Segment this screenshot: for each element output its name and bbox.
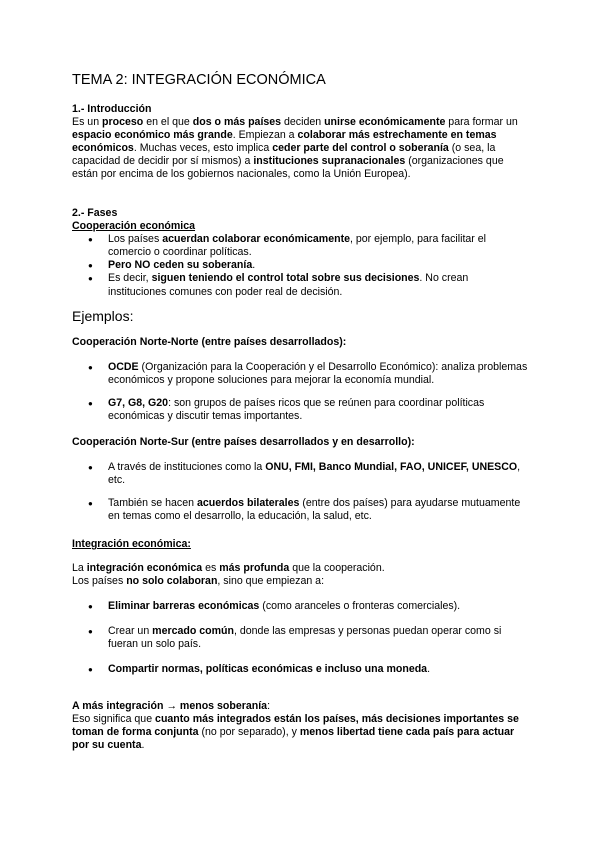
document-title: TEMA 2: INTEGRACIÓN ECONÓMICA (72, 72, 326, 88)
bold-text: no solo colaboran (126, 575, 218, 588)
text-run: . No crean instituciones comunes con poder real de decisión. (108, 272, 469, 298)
text-run: (no por separado), y (198, 726, 300, 739)
bold-text: G7, G8, G20 (108, 397, 169, 410)
bold-text: acuerdan colaborar económicamente (162, 233, 350, 246)
conclusion-section (72, 700, 528, 752)
fases-section (72, 207, 528, 299)
integracion-list (72, 600, 528, 676)
bullet-item (72, 272, 528, 298)
bullet-item (72, 461, 528, 487)
norte-norte-list (72, 361, 528, 423)
text-run: es (202, 562, 220, 574)
cooperacion-heading: Cooperación económica (72, 220, 196, 233)
integracion-title: Integración económica: (72, 538, 191, 550)
bold-text: dos o más países (192, 116, 282, 129)
bold-text: Pero NO ceden su soberanía (108, 259, 253, 272)
norte-sur-title: Cooperación Norte-Sur (entre países desarrollados y en desarrollo): (72, 436, 415, 448)
text-run: También se hacen (108, 497, 197, 510)
text-run: Es decir, (108, 272, 152, 285)
text-run: . (427, 663, 431, 676)
text-run: , donde las empresas y personas puedan operar como si fueran un solo país. (108, 625, 502, 651)
bold-text: ceder parte del control o soberanía (272, 142, 449, 155)
ejemplos-heading: Ejemplos: (72, 308, 134, 324)
integracion-intro (72, 562, 528, 588)
intro-heading: 1.- Introducción (72, 103, 152, 115)
norte-norte-heading (72, 336, 528, 349)
text-run: . (252, 259, 256, 272)
cooperacion-list (72, 233, 528, 298)
text-run: que la cooperación. (289, 562, 385, 574)
bullet-item (72, 233, 528, 259)
text-run: Es un (72, 116, 103, 129)
fases-heading: 2.- Fases (72, 207, 118, 219)
text-run: . Muchas veces, esto implica (133, 142, 273, 155)
text-run: La (72, 562, 87, 574)
integracion-p1 (72, 562, 528, 575)
bold-text: Compartir normas, políticas económicas e incluso una moneda (108, 663, 428, 676)
bullet-item (72, 663, 528, 676)
bold-text: mercado común (152, 625, 234, 638)
bullet-item (72, 497, 528, 523)
norte-sur-list (72, 461, 528, 523)
bold-text: más profunda (219, 562, 290, 574)
text-run: deciden (281, 116, 325, 129)
text-run: , por ejemplo, para facilitar el comercio o coordinar políticas. (108, 233, 487, 259)
bold-text: Eliminar barreras económicas (108, 600, 260, 612)
bold-text: A más integración → menos soberanía (72, 700, 268, 712)
text-run: (entre dos países) para ayudarse mutuamente en temas como el desarrollo, la educación, la salud, etc. (108, 497, 521, 523)
text-run: : son grupos de países ricos que se reúnen para coordinar políticas económicas y discutir temas importantes. (108, 397, 485, 423)
integracion-heading (72, 538, 528, 551)
text-run: , sino que empiezan a: (217, 575, 325, 588)
text-run: . Empiezan a (232, 129, 298, 142)
bold-text: acuerdos bilaterales (196, 497, 300, 510)
bullet-item (72, 259, 528, 272)
conclusion-paragraph (72, 713, 528, 752)
intro-paragraph (72, 116, 528, 181)
norte-norte-title: Cooperación Norte-Norte (entre países desarrollados): (72, 336, 347, 348)
text-run: (como aranceles o fronteras comerciales). (259, 600, 461, 612)
intro-section (72, 103, 528, 182)
bold-text: unirse económicamente (324, 116, 446, 129)
bold-text: proceso (102, 116, 144, 129)
bold-text: colaborar más estrechamente en temas económicos (72, 129, 497, 155)
bullet-item (72, 397, 528, 423)
text-run: Eso significa que (72, 713, 156, 726)
text-run: A través de instituciones como la (108, 461, 266, 473)
text-run: (organizaciones que están por encima de los gobiernos nacionales, como la Unión Europea). (72, 155, 504, 181)
bold-text: integración económica (86, 562, 203, 574)
bold-text: cuanto más integrados están los países, más decisiones importantes se toman de forma conjunta (72, 713, 519, 739)
bold-text: siguen teniendo el control total sobre sus decisiones (151, 272, 420, 285)
bullet-item (72, 600, 528, 613)
text-run: Los países (108, 233, 163, 246)
text-run: : (267, 700, 271, 712)
integracion-p2 (72, 575, 528, 588)
conclusion-heading (72, 700, 528, 713)
bullet-item (72, 361, 528, 387)
text-run: (Organización para la Cooperación y el Desarrollo Económico): analiza problemas económicos y propone soluciones para mejorar la economía mundial. (108, 361, 528, 387)
text-run: (o sea, la capacidad de decidir por sí mismos) a (72, 142, 496, 168)
bold-text: OCDE (108, 361, 139, 373)
bold-text: instituciones supranacionales (253, 155, 406, 168)
norte-sur-heading (72, 436, 528, 449)
text-run: Los países (72, 575, 127, 588)
text-run: para formar un (445, 116, 518, 129)
text-run: en el que (143, 116, 193, 129)
bold-text: espacio económico más grande (72, 129, 233, 142)
text-run: . (141, 739, 145, 752)
bold-text: menos libertad tiene cada país para actuar por su cuenta (72, 726, 515, 752)
bold-text: ONU, FMI, Banco Mundial, FAO, UNICEF, UNESCO (265, 461, 518, 473)
bullet-item (72, 625, 528, 651)
text-run: , etc. (108, 461, 521, 487)
text-run: Crear un (108, 625, 153, 638)
